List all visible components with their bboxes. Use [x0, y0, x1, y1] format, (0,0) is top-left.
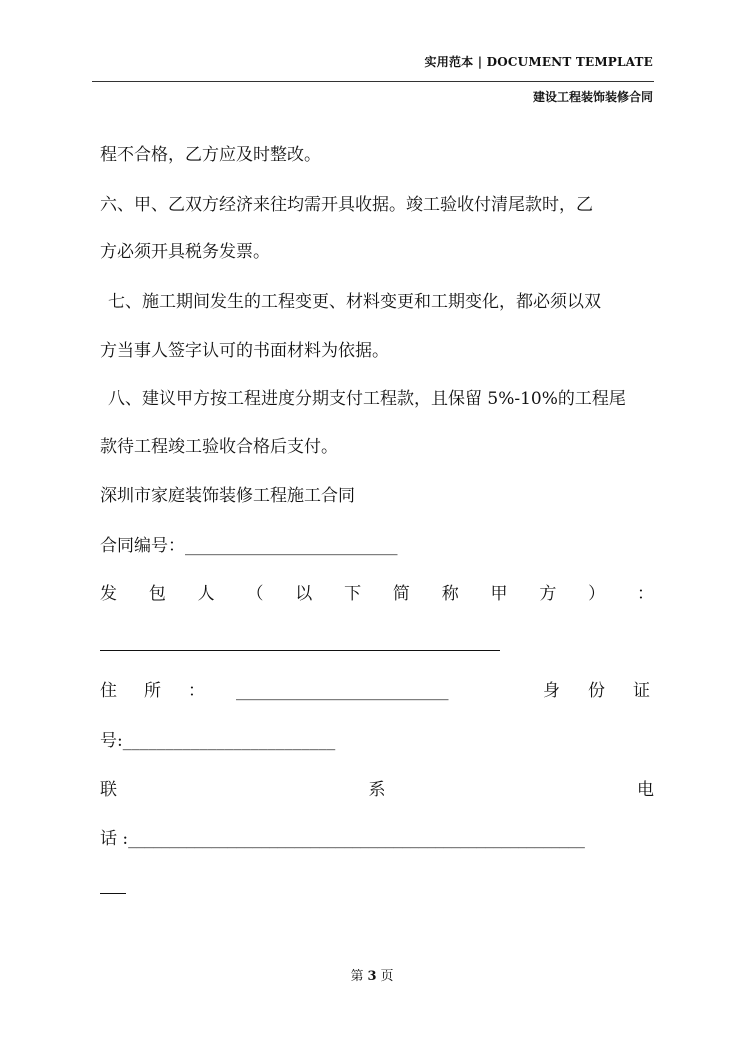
phone-label-char: 系 [368, 780, 386, 800]
id-label-char: 证 [633, 681, 650, 701]
page-number: 3 [367, 969, 377, 984]
phone-number-blank: _______________________________________________________ [128, 829, 585, 849]
header-document-title: 建设工程装饰装修合同 [532, 90, 653, 104]
party-a-char: 发 [100, 584, 117, 604]
address-label-char: ： [188, 681, 205, 701]
clause-7-line-1: 七、施工期间发生的工程变更、材料变更和工期变化，都必须以双 [108, 292, 601, 312]
phone-label-row [100, 779, 654, 801]
clause-8-line-2: 款待工程竣工验收合格后支付。 [100, 437, 338, 457]
party-a-char: 下 [344, 584, 362, 604]
header-divider [92, 81, 654, 82]
clause-6-line-2: 方必须开具税务发票。 [100, 242, 270, 262]
phone-label-char: 联 [100, 780, 117, 800]
party-a-char: （ [246, 584, 264, 604]
id-label-char: 份 [588, 681, 605, 701]
contract-number-label: 合同编号： [100, 536, 185, 556]
party-a-char: 人 [197, 584, 215, 604]
contract-title: 深圳市家庭装饰装修工程施工合同 [100, 486, 355, 506]
page-suffix: 页 [380, 969, 394, 984]
page-prefix: 第 [350, 969, 364, 984]
party-a-char: ） [588, 584, 606, 604]
phone-blank-continuation [100, 893, 126, 894]
clause-7-line-2: 方当事人签字认可的书面材料为依据。 [100, 341, 389, 361]
party-a-label-row [100, 583, 654, 605]
phone-label-char: 电 [637, 780, 654, 800]
contract-number-row [100, 535, 398, 557]
address-blank: _________________________ [236, 681, 449, 701]
clause-8-line-1: 八、建议甲方按工程进度分期支付工程款，且保留 5%-10%的工程尾 [108, 389, 626, 409]
party-a-char: 方 [539, 584, 557, 604]
party-a-char: ： [636, 584, 654, 604]
party-a-char: 包 [148, 584, 166, 604]
party-a-char: 以 [295, 584, 313, 604]
paragraph-5-end: 程不合格，乙方应及时整改。 [100, 145, 321, 165]
id-label-cont: 号: [100, 731, 123, 751]
party-a-blank-line [100, 650, 500, 651]
clause-6-line-1: 六、甲、乙双方经济来往均需开具收据。竣工验收付清尾款时，乙 [100, 195, 593, 215]
party-a-char: 简 [392, 584, 410, 604]
phone-number-row [100, 828, 585, 850]
id-label-char: 身 [543, 681, 560, 701]
address-label-char: 住 [100, 681, 117, 701]
phone-label-cont: 话 : [100, 829, 129, 849]
header-document-template: 实用范本 | DOCUMENT TEMPLATE [424, 55, 653, 69]
page-number-footer [0, 965, 744, 984]
address-label-char: 所 [144, 681, 161, 701]
contract-number-blank: _________________________ [185, 536, 398, 556]
party-a-char: 称 [441, 584, 459, 604]
id-number-row [100, 730, 335, 752]
id-number-blank: _________________________ [122, 731, 336, 751]
party-a-char: 甲 [490, 584, 508, 604]
